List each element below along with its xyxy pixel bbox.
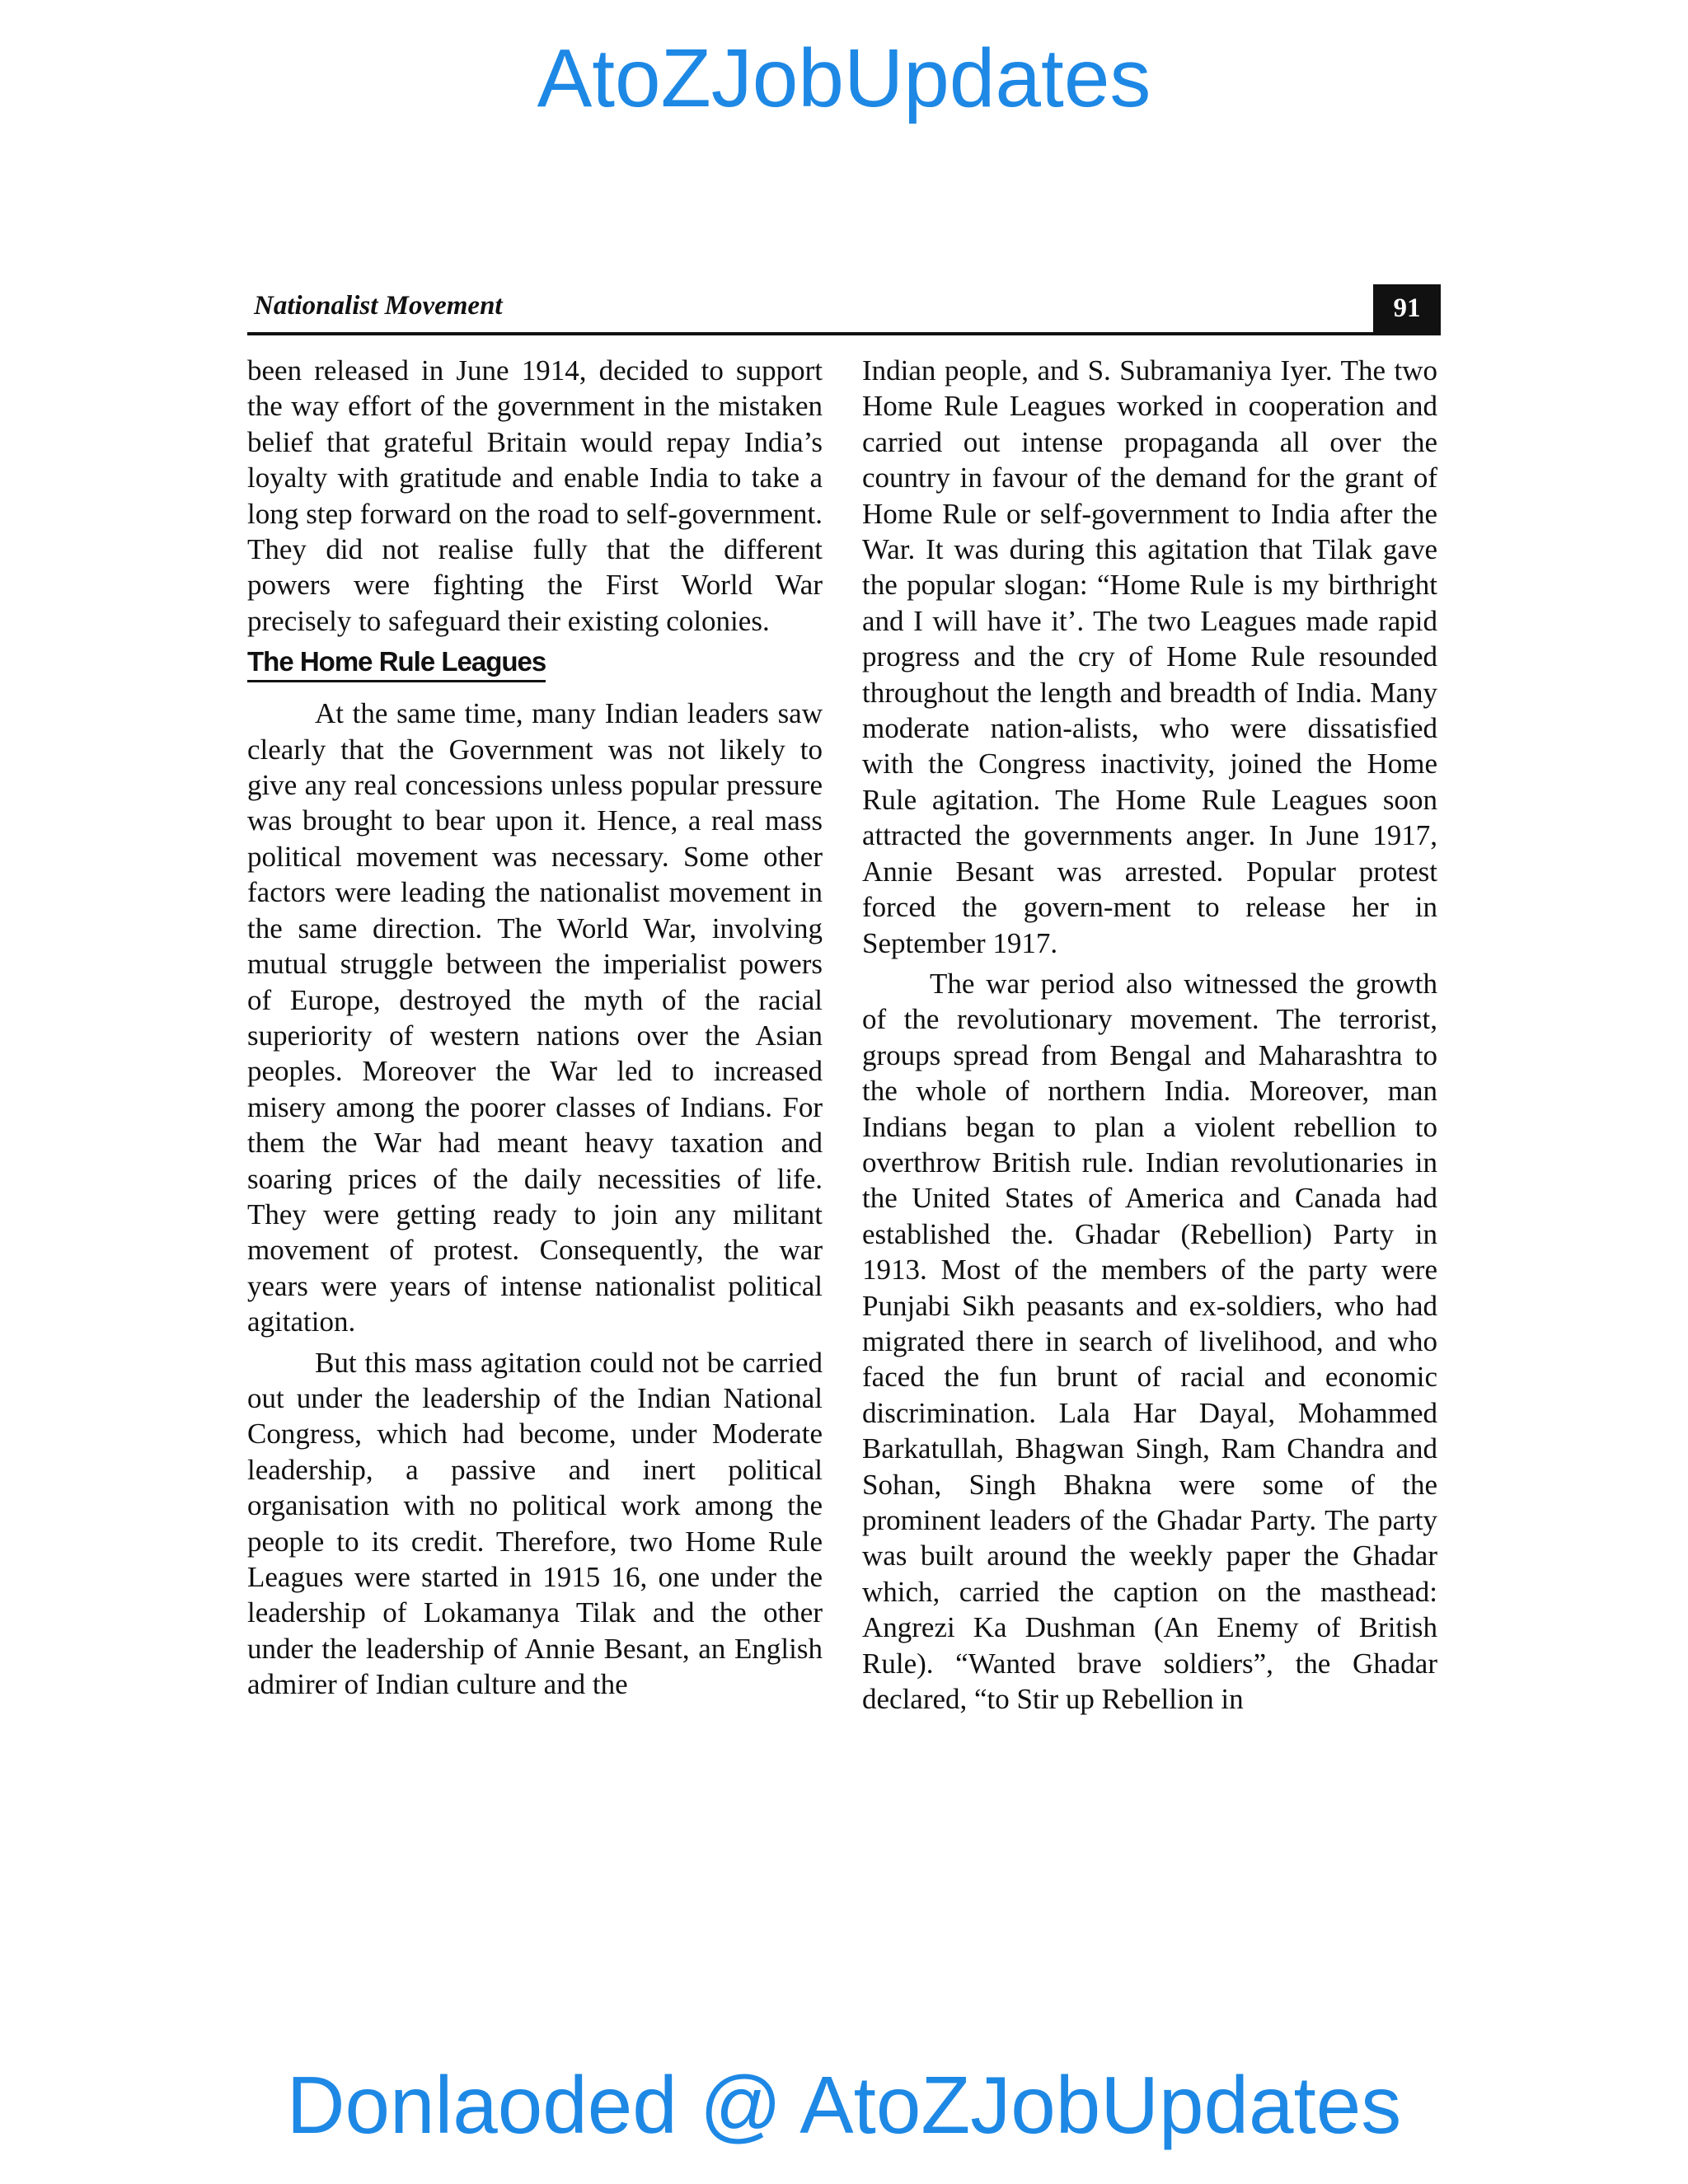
right-column (862, 353, 1437, 1717)
watermark-top: AtoZJobUpdates (537, 32, 1151, 124)
running-title: Nationalist Movement (254, 291, 503, 321)
right-paragraph-2: The war period also witnessed the growth of the revolutionary movement. The terrorist, groups spread from Bengal and Maharashtra to the whole of northern India. Moreover, man Indians began to plan a violent rebellion to overthrow British rule. Indian revolutionaries in the United States of America and Canada had established the. Ghadar (Rebellion) Party in 1913. Most of the members of the party were Punjabi Sikh peasants and ex-soldiers, who had migrated there in search of livelihood, and who faced the fun brunt of racial and economic discrimination. Lala Har Dayal, Mohammed Barkatullah, Bhagwan Singh, Ram Chandra and Sohan, Singh Bhakna were some of the prominent leaders of the Ghadar Party. The party was built around the weekly paper the Ghadar which, carried the caption on the masthead: Angrezi Ka Dushman (An Enemy of British Rule). “Wanted brave soldiers”, the Ghadar declared, “to Stir up Rebellion in (862, 967, 1437, 1716)
watermark-bottom: Donlaoded @ AtoZJobUpdates (286, 2060, 1402, 2150)
left-paragraph-2: At the same time, many Indian leaders saw clearly that the Government was not likely to give any real concessions unless popular pressure was brought to bear upon it. Hence, a real mass political movement was necessary. Some other factors were leading the nationalist movement in the same direction. The World War, involving mutual struggle between the imperialist powers of Europe, destroyed the myth of the racial superiority of western nations over the Asian peoples. Moreover the War led to increased misery among the poorer classes of Indians. For them the War had meant heavy taxation and soaring prices of the daily necessities of life. They were getting ready to join any militant movement of protest. Consequently, the war years were years of intense nationalist political agitation. (247, 697, 823, 1338)
running-header (247, 284, 1441, 335)
left-paragraph-3: But this mass agitation could not be carried out under the leadership of the Indian National Congress, which had become, under Moderate leadership, a passive and inert political organisation with no political work among the people to its credit. Therefore, two Home Rule Leagues were started in 1915 16, one under the leadership of Lokamanya Tilak and the other under the leadership of Annie Besant, an English admirer of Indian culture and the (247, 1346, 823, 1701)
right-paragraph-1: Indian people, and S. Subramaniya Iyer. The two Home Rule Leagues worked in cooperation and carried out intense propaganda all over the country in favour of the demand for the grant of Home Rule or self-government to India after the War. It was during this agitation that Tilak gave the popular slogan: “Home Rule is my birthright and I will have it’. The two Leagues made rapid progress and the cry of Home Rule resounded throughout the length and breadth of India. Many moderate nation-alists, who were dissatisfied with the Congress inactivity, joined the Home Rule agitation. The Home Rule Leagues soon attracted the governments anger. In June 1917, Annie Besant was arrested. Popular protest forced the govern-ment to release her in September 1917. (862, 354, 1437, 959)
left-column (247, 353, 823, 1703)
page-number: 91 (1373, 284, 1441, 332)
section-heading: The Home Rule Leagues (247, 645, 546, 682)
left-paragraph-1: been released in June 1914, decided to support the way effort of the government in the mistaken belief that grateful Britain would repay India’s loyalty with gratitude and enable India to take a long step forward on the road to self-government. They did not realise fully that the different powers were fighting the First World War precisely to safeguard their existing colonies. (247, 354, 823, 637)
